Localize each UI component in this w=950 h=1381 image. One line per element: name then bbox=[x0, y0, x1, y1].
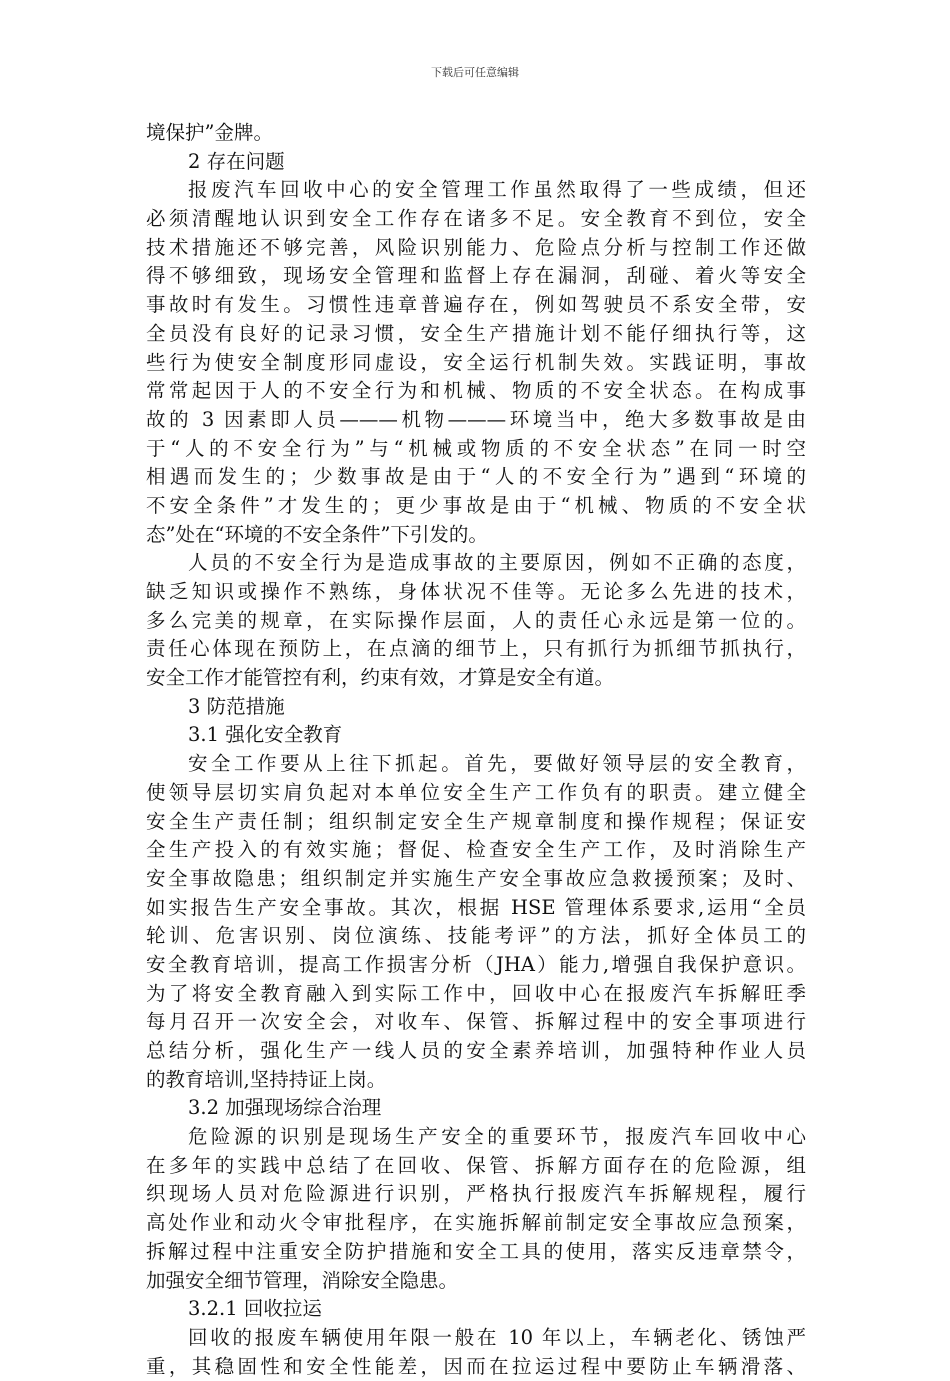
text-line: 常常起因于人的不安全行为和机械、物质的不安全状态。在构成事 bbox=[146, 379, 806, 403]
text-line: 人员的不安全行为是造成事故的主要原因，例如不正确的态度， bbox=[188, 551, 806, 575]
header-note: 下载后可任意编辑 bbox=[431, 66, 519, 79]
text-line: 全员没有良好的记录习惯，安全生产措施计划不能仔细执行等，这 bbox=[146, 321, 806, 345]
text-line: 安全生产责任制；组织制定安全生产规章制度和操作规程；保证安 bbox=[146, 809, 806, 833]
text-line: 相遇而发生的；少数事故是由于“人的不安全行为”遇到“环境的 bbox=[146, 465, 806, 489]
text-line: 拆解过程中注重安全防护措施和安全工具的使用，落实反违章禁令， bbox=[146, 1239, 806, 1263]
text-line: 得不够细致，现场安全管理和监督上存在漏洞，刮碰、着火等安全 bbox=[146, 264, 806, 288]
text-line: 必须清醒地认识到安全工作存在诸多不足。安全教育不到位，安全 bbox=[146, 207, 806, 231]
paragraph bbox=[146, 1123, 806, 1295]
text-line: 故的 3 因素即人员———机物———环境当中，绝大多数事故是由 bbox=[146, 407, 806, 431]
text-line: 全生产投入的有效实施；督促、检查安全生产工作，及时消除生产 bbox=[146, 838, 806, 862]
text-line: 安全事故隐患；组织制定并实施生产安全事故应急救援预案；及时、 bbox=[146, 866, 806, 890]
text-line: 境保护”金牌。 bbox=[146, 121, 273, 144]
text-line: 技术措施还不够完善，风险识别能力、危险点分析与控制工作还做 bbox=[146, 235, 806, 259]
text-line: 责任心体现在预防上，在点滴的细节上，只有抓行为抓细节抓执行， bbox=[146, 637, 806, 661]
text-line: 使领导层切实肩负起对本单位安全生产工作负有的职责。建立健全 bbox=[146, 780, 806, 804]
section-heading: 3.1 强化安全教育 bbox=[188, 723, 343, 747]
text-line: 不安全条件”才发生的；更少事故是由于“机械、物质的不安全状 bbox=[146, 493, 806, 517]
section-heading: 3 防范措施 bbox=[188, 694, 285, 718]
text-line: 多么完美的规章，在实际操作层面，人的责任心永远是第一位的。 bbox=[146, 608, 806, 632]
text-line: 加强安全细节管理，消除安全隐患。 bbox=[146, 1268, 459, 1292]
text-line: 织现场人员对危险源进行识别，严格执行报废汽车拆解规程，履行 bbox=[146, 1182, 806, 1206]
text-line: 安全工作才能管控有利，约束有效，才算是安全有道。 bbox=[146, 666, 615, 690]
section-heading: 2 存在问题 bbox=[188, 149, 285, 173]
text-line: 安全工作要从上往下抓起。首先，要做好领导层的安全教育， bbox=[188, 752, 806, 776]
text-line: 些行为使安全制度形同虚设，安全运行机制失效。实践证明，事故 bbox=[146, 350, 806, 374]
text-line: 报废汽车回收中心的安全管理工作虽然取得了一些成绩，但还 bbox=[188, 178, 806, 202]
text-line: 于“人的不安全行为”与“机械或物质的不安全状态”在同一时空 bbox=[146, 436, 806, 460]
text-line: 总结分析，强化生产一线人员的安全素养培训，加强特种作业人员 bbox=[146, 1039, 806, 1062]
text-line: 如实报告生产安全事故。其次，根据 HSE 管理体系要求,运用“全员 bbox=[146, 895, 806, 919]
text-line: 回收的报废车辆使用年限一般在 10 年以上，车辆老化、锈蚀严 bbox=[188, 1325, 806, 1349]
text-line: 态”处在“环境的不安全条件”下引发的。 bbox=[146, 522, 488, 546]
paragraph bbox=[146, 119, 806, 148]
section-heading: 3.2.1 回收拉运 bbox=[188, 1297, 322, 1321]
text-line: 轮训、危害识别、岗位演练、技能考评”的方法，抓好全体员工的 bbox=[146, 924, 806, 948]
section-heading: 3.2 加强现场综合治理 bbox=[188, 1096, 382, 1120]
paragraph bbox=[146, 750, 806, 1094]
text-line: 危险源的识别是现场生产安全的重要环节，报废汽车回收中心 bbox=[188, 1125, 806, 1149]
text-line: 在多年的实践中总结了在回收、保管、拆解方面存在的危险源，组 bbox=[146, 1153, 806, 1177]
text-line: 为了将安全教育融入到实际工作中，回收中心在报废汽车拆解旺季 bbox=[146, 981, 806, 1005]
text-line: 安全教育培训，提高工作损害分析（JHA）能力,增强自我保护意识。 bbox=[146, 952, 806, 976]
paragraph bbox=[146, 1324, 806, 1381]
paragraph bbox=[146, 549, 806, 692]
text-line: 的教育培训,坚持持证上岗。 bbox=[146, 1067, 387, 1091]
text-line: 每月召开一次安全会，对收车、保管、拆解过程中的安全事项进行 bbox=[146, 1010, 806, 1034]
text-line: 缺乏知识或操作不熟练，身体状况不佳等。无论多么先进的技术， bbox=[146, 580, 806, 603]
text-line: 重，其稳固性和安全性能差，因而在拉运过程中要防止车辆滑落、 bbox=[146, 1354, 806, 1378]
page-header bbox=[0, 66, 950, 80]
text-line: 高处作业和动火令审批程序，在实施拆解前制定安全事故应急预案， bbox=[146, 1211, 806, 1235]
document-body bbox=[146, 119, 806, 1381]
text-line: 事故时有发生。习惯性违章普遍存在，例如驾驶员不系安全带，安 bbox=[146, 293, 806, 317]
paragraph bbox=[146, 176, 806, 549]
